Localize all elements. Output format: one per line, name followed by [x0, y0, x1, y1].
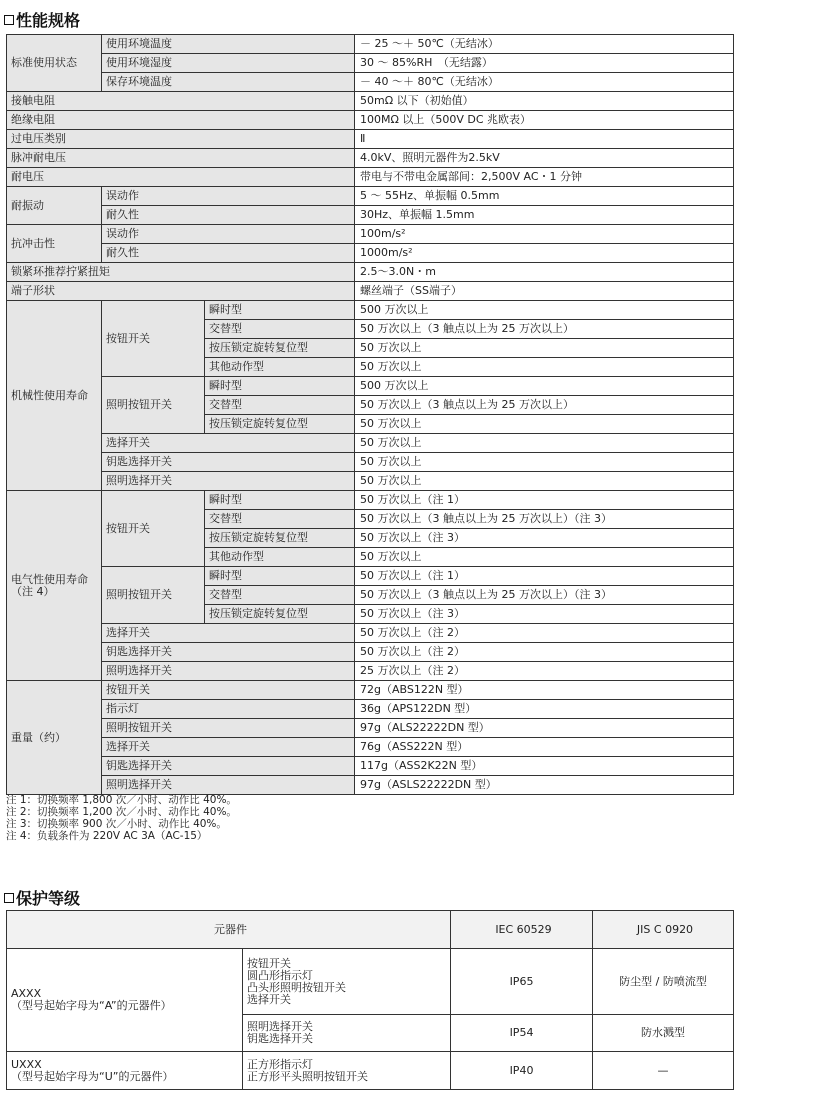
row-label: 锁紧环推荐拧紧扭矩: [7, 263, 355, 282]
table-row: [7, 168, 734, 187]
footnotes: [6, 794, 237, 842]
row-value: 2.5～3.0N・m: [355, 263, 734, 282]
elec-group-line: 电气性使用寿命: [11, 572, 88, 586]
row-label: 钥匙选择开关: [102, 453, 355, 472]
row-value: 97g（ALS22222DN 型）: [355, 719, 734, 738]
table-row: [7, 73, 734, 92]
table-row: [7, 187, 734, 206]
row-value: 72g（ABS122N 型）: [355, 681, 734, 700]
table-row: [7, 111, 734, 130]
component-desc: （型号起始字母为“U”的元器件）: [11, 1069, 174, 1083]
row-value: 30 ～ 85%RH （无结露）: [355, 54, 734, 73]
row-value: 4.0kV、照明元器件为2.5kV: [355, 149, 734, 168]
table-row: [7, 472, 734, 491]
row-value: 50 万次以上（3 触点以上为 25 万次以上）: [355, 320, 734, 339]
table-row: [7, 643, 734, 662]
row-value: 50 万次以上（注 1）: [355, 567, 734, 586]
row-value: 50 万次以上: [355, 472, 734, 491]
component-code: UXXX: [11, 1057, 42, 1071]
row-label: 使用环境温度: [102, 35, 355, 54]
row-value: 50mΩ 以下（初始值）: [355, 92, 734, 111]
jis-rating: 防水溅型: [593, 1015, 734, 1052]
component-list: [243, 1015, 451, 1052]
row-value: 76g（ASS222N 型）: [355, 738, 734, 757]
row-label: 过电压类别: [7, 130, 355, 149]
column-header: 元器件: [7, 911, 451, 949]
performance-spec-table: [6, 34, 734, 795]
list-item: 正方形平头照明按钮开关: [247, 1069, 368, 1083]
row-value: 50 万次以上（注 2）: [355, 624, 734, 643]
performance-title: 性能规格: [4, 8, 80, 31]
row-label: 钥匙选择开关: [102, 757, 355, 776]
table-row: [7, 263, 734, 282]
row-value: 97g（ASLS22222DN 型）: [355, 776, 734, 795]
row-value: 50 万次以上（3 触点以上为 25 万次以上）（注 3）: [355, 586, 734, 605]
list-item: 选择开关: [247, 992, 291, 1006]
row-value: 50 万次以上（3 触点以上为 25 万次以上）: [355, 396, 734, 415]
row-value: 500 万次以上: [355, 377, 734, 396]
jis-rating: —: [593, 1052, 734, 1090]
row-label: 按钮开关: [102, 681, 355, 700]
row-label: 按压锁定旋转复位型: [205, 339, 355, 358]
row-value: 50 万次以上（注 3）: [355, 605, 734, 624]
row-value: 25 万次以上（注 2）: [355, 662, 734, 681]
row-value: 50 万次以上（注 1）: [355, 491, 734, 510]
table-row: [7, 662, 734, 681]
row-label: 交替型: [205, 396, 355, 415]
row-value: 1000m/s²: [355, 244, 734, 263]
table-row: [7, 491, 734, 510]
row-label: 机械性使用寿命: [7, 301, 102, 491]
row-label: 标准使用状态: [7, 35, 102, 92]
component-code: AXXX: [11, 987, 42, 1000]
list-item: 圆凸形指示灯: [247, 968, 313, 982]
row-label: [7, 491, 102, 681]
table-row: [7, 35, 734, 54]
table-row: [7, 776, 734, 795]
footnote: 注 2：切换频率 1,200 次／小时、动作比 40%。: [6, 806, 237, 818]
table-row: [7, 1052, 734, 1090]
row-label: 瞬时型: [205, 491, 355, 510]
row-label: 保存环境温度: [102, 73, 355, 92]
row-value: 500 万次以上: [355, 301, 734, 320]
table-row: [7, 130, 734, 149]
row-value: 30Hz、单振幅 1.5mm: [355, 206, 734, 225]
component-desc: （型号起始字母为“A”的元器件）: [11, 999, 172, 1012]
protection-table: [6, 910, 734, 1090]
row-label: 端子形状: [7, 282, 355, 301]
list-item: 照明选择开关: [247, 1020, 313, 1033]
table-row: [7, 738, 734, 757]
table-header-row: [7, 911, 734, 949]
row-label: 照明选择开关: [102, 472, 355, 491]
row-label: 按压锁定旋转复位型: [205, 605, 355, 624]
row-label: 选择开关: [102, 624, 355, 643]
row-label: 按压锁定旋转复位型: [205, 529, 355, 548]
row-label: 照明按钮开关: [102, 719, 355, 738]
table-row: [7, 700, 734, 719]
row-label: 耐久性: [102, 244, 355, 263]
column-header: JIS C 0920: [593, 911, 734, 949]
row-label: 接触电阻: [7, 92, 355, 111]
iec-rating: IP65: [451, 949, 593, 1015]
row-label: 脉冲耐电压: [7, 149, 355, 168]
row-value: 100m/s²: [355, 225, 734, 244]
table-row: [7, 567, 734, 586]
list-item: 凸头形照明按钮开关: [247, 980, 346, 994]
footnote: 注 1：切换频率 1,800 次／小时、动作比 40%。: [6, 794, 237, 806]
row-label: 照明选择开关: [102, 776, 355, 795]
table-row: [7, 377, 734, 396]
checkbox-square-icon: [4, 15, 14, 25]
list-item: 按钮开关: [247, 956, 291, 970]
table-row: [7, 719, 734, 738]
row-value: 50 万次以上: [355, 434, 734, 453]
list-item: 钥匙选择开关: [247, 1032, 313, 1045]
row-label: 重量（约）: [7, 681, 102, 795]
row-value: 50 万次以上: [355, 339, 734, 358]
row-label: 照明按钮开关: [102, 377, 205, 434]
row-value: 100MΩ 以上（500V DC 兆欧表）: [355, 111, 734, 130]
row-label: 误动作: [102, 187, 355, 206]
elec-group-line: （注 4）: [11, 584, 55, 598]
row-label: 钥匙选择开关: [102, 643, 355, 662]
jis-rating: 防尘型 / 防喷流型: [593, 949, 734, 1015]
row-label: 其他动作型: [205, 548, 355, 567]
table-row: [7, 757, 734, 776]
row-label: 瞬时型: [205, 301, 355, 320]
table-row: [7, 54, 734, 73]
row-label: 其他动作型: [205, 358, 355, 377]
table-row: [7, 206, 734, 225]
table-row: [7, 434, 734, 453]
protection-title: 保护等级: [4, 886, 80, 909]
row-value: － 40 ～＋ 80℃（无结冰）: [355, 73, 734, 92]
component-list: [243, 1052, 451, 1090]
row-value: Ⅱ: [355, 130, 734, 149]
row-value: 117g（ASS2K22N 型）: [355, 757, 734, 776]
row-label: 使用环境湿度: [102, 54, 355, 73]
footnote: 注 4：负载条件为 220V AC 3A（AC-15）: [6, 830, 208, 842]
component-group-u: [7, 1052, 243, 1090]
row-label: 按压锁定旋转复位型: [205, 415, 355, 434]
row-label: 选择开关: [102, 434, 355, 453]
row-label: 选择开关: [102, 738, 355, 757]
row-label: 耐电压: [7, 168, 355, 187]
row-label: 照明选择开关: [102, 662, 355, 681]
row-label: 指示灯: [102, 700, 355, 719]
row-value: 50 万次以上（注 3）: [355, 529, 734, 548]
row-value: 50 万次以上（3 触点以上为 25 万次以上）（注 3）: [355, 510, 734, 529]
row-value: 50 万次以上: [355, 548, 734, 567]
row-label: 按钮开关: [102, 301, 205, 377]
row-label: 误动作: [102, 225, 355, 244]
row-value: 带电与不带电金属部间：2,500V AC・1 分钟: [355, 168, 734, 187]
table-row: [7, 949, 734, 1015]
row-label: 耐久性: [102, 206, 355, 225]
row-label: 照明按钮开关: [102, 567, 205, 624]
row-label: 瞬时型: [205, 377, 355, 396]
row-label: 交替型: [205, 510, 355, 529]
footnote: 注 3：切换频率 900 次／小时、动作比 40%。: [6, 818, 227, 830]
row-value: 螺丝端子（SS端子）: [355, 282, 734, 301]
row-value: 50 万次以上（注 2）: [355, 643, 734, 662]
iec-rating: IP40: [451, 1052, 593, 1090]
table-row: [7, 244, 734, 263]
table-row: [7, 149, 734, 168]
row-label: 瞬时型: [205, 567, 355, 586]
list-item: 正方形指示灯: [247, 1057, 313, 1071]
table-row: [7, 453, 734, 472]
row-label: 交替型: [205, 320, 355, 339]
row-label: 耐振动: [7, 187, 102, 225]
table-row: [7, 282, 734, 301]
row-value: 50 万次以上: [355, 453, 734, 472]
iec-rating: IP54: [451, 1015, 593, 1052]
component-list: [243, 949, 451, 1015]
row-label: 绝缘电阻: [7, 111, 355, 130]
column-header: IEC 60529: [451, 911, 593, 949]
row-value: － 25 ～＋ 50℃（无结冰）: [355, 35, 734, 54]
table-row: [7, 301, 734, 320]
table-row: [7, 225, 734, 244]
row-value: 50 万次以上: [355, 358, 734, 377]
row-value: 36g（APS122DN 型）: [355, 700, 734, 719]
row-label: 按钮开关: [102, 491, 205, 567]
table-row: [7, 681, 734, 700]
row-value: 5 ～ 55Hz、单振幅 0.5mm: [355, 187, 734, 206]
component-group-a: [7, 949, 243, 1052]
row-label: 交替型: [205, 586, 355, 605]
checkbox-square-icon: [4, 893, 14, 903]
row-label: 抗冲击性: [7, 225, 102, 263]
row-value: 50 万次以上: [355, 415, 734, 434]
table-row: [7, 624, 734, 643]
table-row: [7, 92, 734, 111]
